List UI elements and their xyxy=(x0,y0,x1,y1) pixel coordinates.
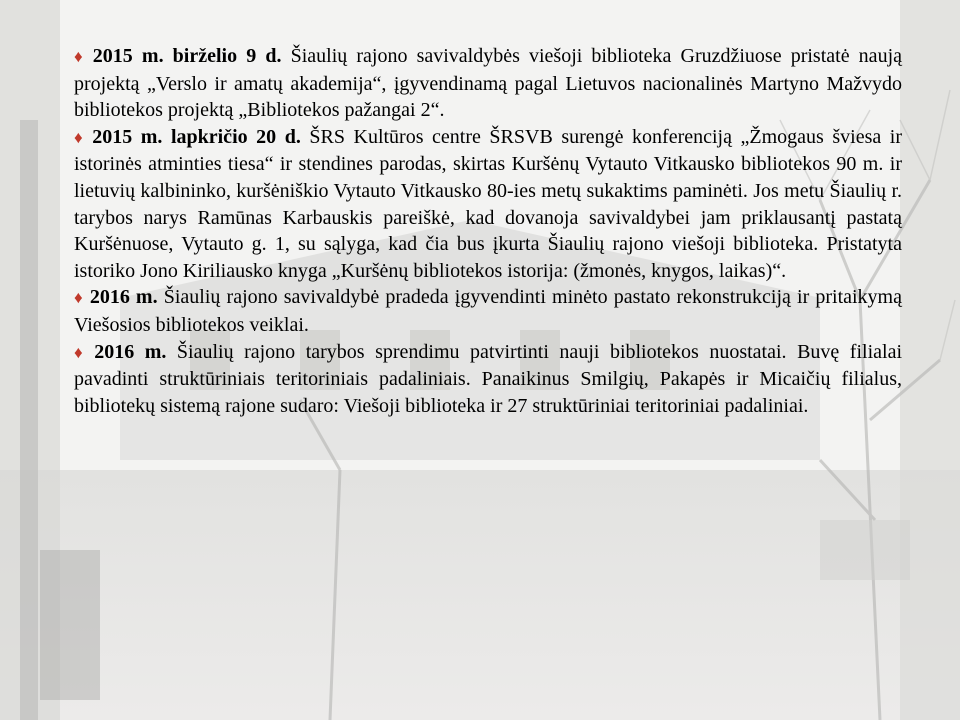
entry-date: 2016 m. xyxy=(89,286,158,309)
diamond-bullet-icon: ♦ xyxy=(74,47,87,66)
entry-date: 2015 m. lapkričio 20 d. xyxy=(92,125,301,148)
entry-text: ŠRS Kultūros centre ŠRSVB surengė konferenciją „Žmogaus šviesa ir istorinės atminties tiesa“ ir stendines parodas, skirtas Kuršėnų Vytauto Vitkausko bibliotekos 90 m. ir lietuvių kalbininko, kuršėniškio Vytauto Vitkausko 80-ies metų sukaktims paminėti. Jos metu Šiaulių r. tarybos narys Ramūnas Karbauskis pareiškė, kad dovanoja savivaldybei jam priklausantį pastatą Kuršėnuose, Vytauto g. 1, su sąlyga, kad čia bus įkurta Šiaulių rajono viešoji biblioteka. Pristatyta istoriko Jono Kiriliausko knyga „Kuršėnų bibliotekos istorija: (žmonės, knygos, laikas)“. xyxy=(74,125,903,282)
entry-date: 2016 m. xyxy=(94,340,167,363)
entry-text: Šiaulių rajono tarybos sprendimu patvirtinti nauji bibliotekos nuostatai. Buvę filialai pavadinti struktūriniais teritoriniais padaliniais. Panaikinus Smilgių, Pakapės ir Micaičių filialus, bibliotekų sistemą rajone sudaro: Viešoji biblioteka ir 27 struktūriniai teritoriniai padaliniai. xyxy=(74,340,902,417)
diamond-bullet-icon: ♦ xyxy=(74,288,84,308)
diamond-bullet-icon: ♦ xyxy=(74,342,89,362)
diamond-bullet-icon: ♦ xyxy=(74,127,87,147)
timeline-entry xyxy=(74,43,902,124)
timeline-text xyxy=(74,43,902,419)
timeline-entry xyxy=(74,124,902,285)
entry-text: Šiaulių rajono savivaldybė pradeda įgyvendinti minėto pastato rekonstrukciją ir pritaikymą Viešosios bibliotekos veiklai. xyxy=(74,286,902,336)
entry-date: 2015 m. birželio 9 d. xyxy=(92,45,282,67)
timeline-entry xyxy=(74,339,902,420)
entry-text: Šiaulių rajono savivaldybės viešoji biblioteka Gruzdžiuose pristatė naują projektą „Verslo ir amatų akademija“, įgyvendinamą pagal Lietuvos nacionalinės Martyno Mažvydo bibliotekos projektą „Bibliotekos pažangai 2“. xyxy=(74,45,902,122)
timeline-entry xyxy=(74,284,902,338)
